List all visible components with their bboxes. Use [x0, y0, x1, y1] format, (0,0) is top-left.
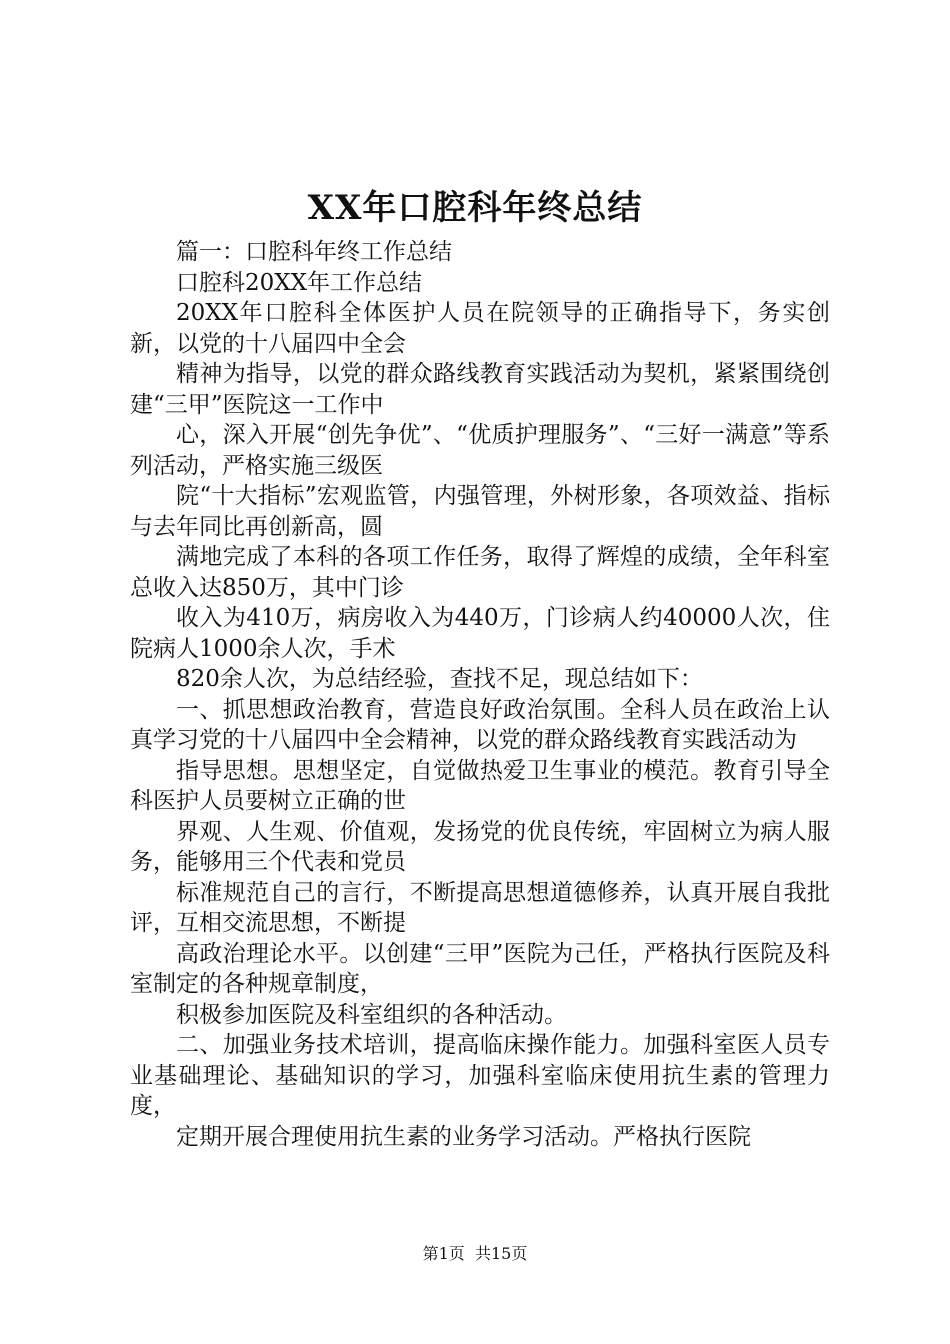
- paragraph: 标准规范自己的言行，不断提高思想道德修养，认真开展自我批评，互相交流思想，不断提: [130, 879, 830, 936]
- page-footer: [0, 1244, 950, 1264]
- paragraph: 定期开展合理使用抗生素的业务学习活动。严格执行医院: [176, 1123, 751, 1150]
- paragraph: 积极参加医院及科室组织的各种活动。: [176, 1001, 567, 1028]
- paragraph: 一、抓思想政治教育，营造良好政治氛围。全科人员在政治上认真学习党的十八届四中全会精神，以党的群众路线教育实践活动为: [130, 696, 830, 753]
- paragraph: 高政治理论水平。以创建“三甲”医院为己任，严格执行医院及科室制定的各种规章制度，: [130, 940, 830, 997]
- paragraph: 满地完成了本科的各项工作任务，取得了辉煌的成绩，全年科室总收入达850万，其中门诊: [130, 544, 830, 601]
- page-total: 共15页: [474, 1244, 528, 1263]
- paragraph: 指导思想。思想坚定，自觉做热爱卫生事业的模范。教育引导全科医护人员要树立正确的世: [130, 757, 830, 814]
- paragraph: 二、加强业务技术培训，提高临床操作能力。加强科室医人员专业基础理论、基础知识的学习，加强科室临床使用抗生素的管理力度，: [130, 1032, 830, 1119]
- paragraph: 界观、人生观、价值观，发扬党的优良传统，牢固树立为病人服务，能够用三个代表和党员: [130, 818, 830, 875]
- paragraph: 精神为指导，以党的群众路线教育实践活动为契机，紧紧围绕创建“三甲”医院这一工作中: [130, 361, 830, 418]
- paragraph: 20XX年口腔科全体医护人员在院领导的正确指导下，务实创新，以党的十八届四中全会: [130, 300, 830, 357]
- paragraph: 收入为410万，病房收入为440万，门诊病人约40000人次，住院病人1000余人次，手术: [130, 605, 830, 662]
- paragraph: 篇一：口腔科年终工作总结: [176, 239, 452, 265]
- page-number: 第1页: [422, 1244, 465, 1263]
- document-body: [130, 237, 830, 1152]
- paragraph: 820余人次，为总结经验，查找不足，现总结如下：: [176, 666, 703, 692]
- page-title: XX年口腔科年终总结: [307, 188, 643, 228]
- paragraph: 口腔科20XX年工作总结: [176, 269, 423, 296]
- paragraph: 心，深入开展“创先争优”、“优质护理服务”、“三好一满意”等系列活动，严格实施三级医: [130, 422, 830, 479]
- paragraph: 院“十大指标”宏观监管，内强管理，外树形象，各项效益、指标与去年同比再创新高，圆: [130, 483, 830, 540]
